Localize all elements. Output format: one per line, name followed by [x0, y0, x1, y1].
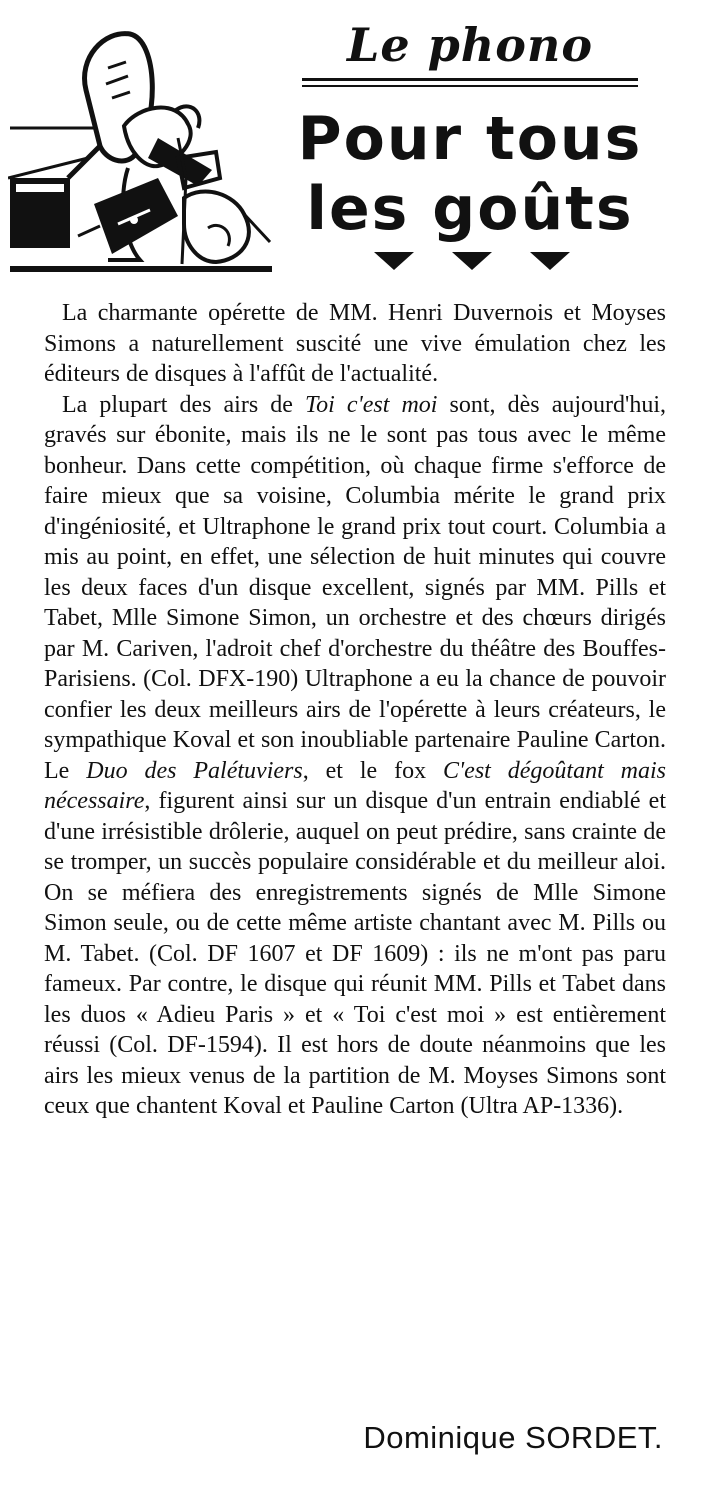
article-body	[44, 298, 666, 1122]
illustration-rule	[10, 266, 272, 272]
paragraph-1: La charmante opérette de MM. Henri Duvernois et Moyses Simons a naturellement suscité une vive émulation chez les éditeurs de disques à l'affût de l'actualité.	[44, 300, 666, 387]
title-toi-cest-moi: Toi c'est moi	[305, 391, 438, 418]
gramophone-dog-icon	[8, 28, 274, 268]
kicker-rule-bottom	[302, 85, 638, 87]
title-cest-degoutant: C'est dégoûtant mais nécessaire	[44, 757, 667, 814]
triangle-ornament-icon	[372, 250, 572, 272]
article-headline	[250, 104, 690, 244]
headline-line-2: les goûts	[306, 174, 634, 244]
kicker-rule-top	[302, 78, 638, 81]
paragraph-2-text-b: sont, dès aujourd'hui, gravés sur ébonite, mais ils ne le sont pas tous avec le même bonheur. Dans cette compétition, où chaque firme s'efforce de faire mieux que sa voisine, Columbia mérite le grand prix d'ingéniosité, et Ultraphone le grand prix tout court. Columbia a mis au point, en effet, une sélection de huit minutes qui couvre les deux faces d'un disque excellent, signés par MM. Pills et Tabet, Mlle Simone Simon, un orchestre et des chœurs dirigés par M. Cariven, l'adroit chef d'orchestre du théâtre des Bouffes-Parisiens. (Col. DFX-190) Ultraphone a eu la chance de pouvoir confier les deux meilleurs airs de l'opérette à leurs créateurs, le sympathique Koval et son inoubliable partenaire Pauline Carton. Le	[44, 391, 667, 784]
headline-line-1: Pour tous	[297, 104, 643, 174]
title-duo-des-paletuviers: Duo des Palétuviers	[86, 757, 303, 784]
column-header	[0, 0, 705, 290]
paragraph-2	[44, 390, 666, 1122]
paragraph-2-text-c: , et le fox	[302, 757, 444, 784]
paragraph-2-text-a: La plupart des airs de	[62, 391, 306, 418]
author-signature: Dominique SORDET.	[363, 1420, 663, 1455]
section-kicker: Le phono	[346, 18, 594, 72]
paragraph-2-text-d: , figurent ainsi sur un disque d'un entrain endiablé et d'une irrésistible drôlerie, auquel on peut prédire, sans crainte de se tromper, un succès populaire considérable et du meilleur aloi. On se méfiera des enregistrements signés de Mlle Simone Simon seule, ou de cette même artiste chantant avec M. Pills ou M. Tabet. (Col. DF 1607 et DF 1609) : ils ne m'ont pas paru fameux. Par contre, le disque qui réunit MM. Pills et Tabet dans les duos « Adieu Paris » et « Toi c'est moi » est entièrement réussi (Col. DF-1594). Il est hors de doute néanmoins que les airs les mieux venus de la partition de M. Moyses Simons sont ceux que chantent Koval et Pauline Carton (Ultra AP-1336).	[44, 788, 666, 1119]
